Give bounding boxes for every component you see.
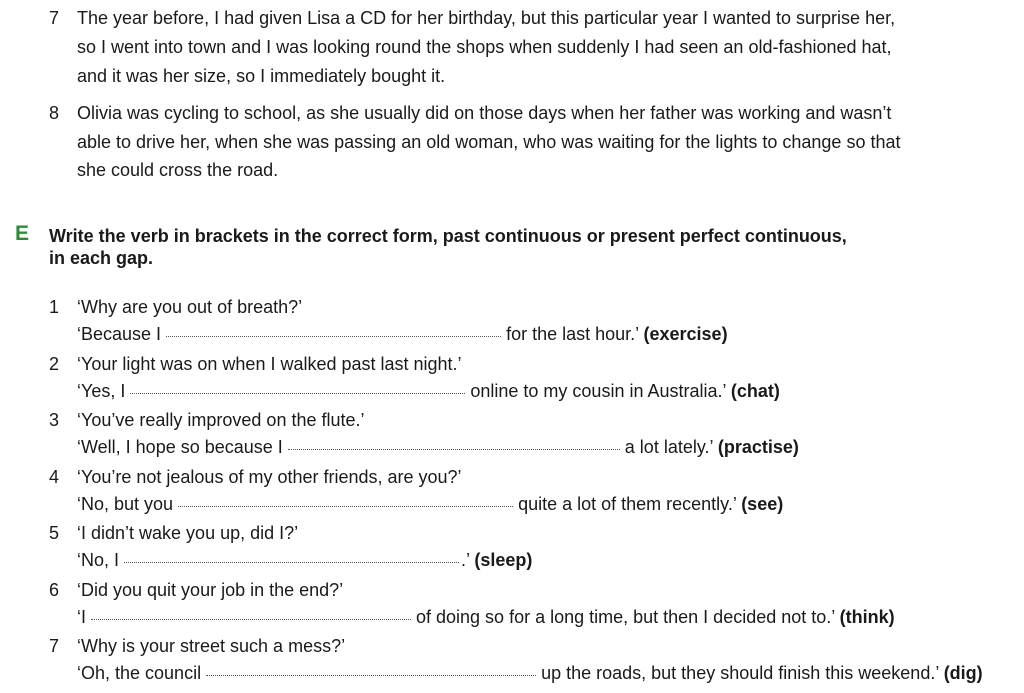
answer-before: ‘No, I <box>77 550 120 570</box>
exercise-answer <box>77 607 895 628</box>
item-text-line: able to drive her, when she was passing an old woman, who was waiting for the lights to change so that <box>77 132 901 152</box>
exercise-answer <box>77 494 783 515</box>
verb-hint: (see) <box>741 494 784 514</box>
exercise-number: 7 <box>49 636 60 656</box>
item-text-line: The year before, I had given Lisa a CD for her birthday, but this particular year I wanted to surprise her, <box>77 8 896 28</box>
item-text-line: and it was her size, so I immediately bought it. <box>77 66 446 86</box>
exercise-number: 6 <box>49 580 60 600</box>
answer-before: ‘Well, I hope so because I <box>77 437 283 457</box>
verb-hint: (practise) <box>717 437 799 457</box>
item-text-line: so I went into town and I was looking round the shops when suddenly I had seen an old-fashioned hat, <box>77 37 892 57</box>
verb-hint: (dig) <box>943 663 983 683</box>
exercise-question: ‘Why is your street such a mess?’ <box>77 636 346 656</box>
answer-after: of doing so for a long time, but then I decided not to.’ <box>416 607 835 627</box>
answer-after: up the roads, but they should finish this weekend.’ <box>541 663 939 683</box>
answer-after: online to my cousin in Australia.’ <box>470 381 726 401</box>
answer-after: for the last hour.’ <box>506 324 639 344</box>
answer-after: .’ <box>461 550 470 570</box>
answer-before: ‘I <box>77 607 86 627</box>
exercise-number: 5 <box>49 523 60 543</box>
verb-hint: (sleep) <box>474 550 533 570</box>
exercise-question: ‘Why are you out of breath?’ <box>77 297 303 317</box>
section-letter: E <box>15 222 30 245</box>
item-text-line: she could cross the road. <box>77 160 279 180</box>
verb-hint: (chat) <box>730 381 780 401</box>
answer-gap[interactable] <box>124 562 459 563</box>
item-number: 8 <box>49 103 60 123</box>
exercise-question: ‘I didn’t wake you up, did I?’ <box>77 523 299 543</box>
item-text-line: Olivia was cycling to school, as she usually did on those days when her father was working and wasn’t <box>77 103 892 123</box>
exercise-question: ‘Your light was on when I walked past last night.’ <box>77 354 462 374</box>
answer-gap[interactable] <box>178 506 513 507</box>
verb-hint: (think) <box>839 607 895 627</box>
item-number: 7 <box>49 8 60 28</box>
answer-gap[interactable] <box>166 336 501 337</box>
answer-before: ‘Oh, the council <box>77 663 202 683</box>
answer-gap[interactable] <box>206 675 536 676</box>
section-instruction-line: Write the verb in brackets in the correct form, past continuous or present perfect continuous, <box>49 226 847 246</box>
exercise-answer <box>77 381 780 402</box>
exercise-answer <box>77 437 799 458</box>
answer-gap[interactable] <box>91 619 411 620</box>
answer-before: ‘Yes, I <box>77 381 126 401</box>
exercise-number: 2 <box>49 354 60 374</box>
exercise-answer <box>77 550 532 571</box>
answer-gap[interactable] <box>288 449 620 450</box>
verb-hint: (exercise) <box>643 324 728 344</box>
exercise-question: ‘You’re not jealous of my other friends, are you?’ <box>77 467 462 487</box>
exercise-question: ‘You’ve really improved on the flute.’ <box>77 410 365 430</box>
answer-after: quite a lot of them recently.’ <box>518 494 737 514</box>
answer-before: ‘Because I <box>77 324 162 344</box>
answer-after: a lot lately.’ <box>624 437 713 457</box>
exercise-answer <box>77 324 728 345</box>
section-instruction-line: in each gap. <box>49 248 154 268</box>
exercise-answer <box>77 663 983 684</box>
exercise-number: 3 <box>49 410 60 430</box>
exercise-question: ‘Did you quit your job in the end?’ <box>77 580 344 600</box>
answer-gap[interactable] <box>130 393 465 394</box>
answer-before: ‘No, but you <box>77 494 174 514</box>
exercise-number: 1 <box>49 297 60 317</box>
exercise-number: 4 <box>49 467 60 487</box>
